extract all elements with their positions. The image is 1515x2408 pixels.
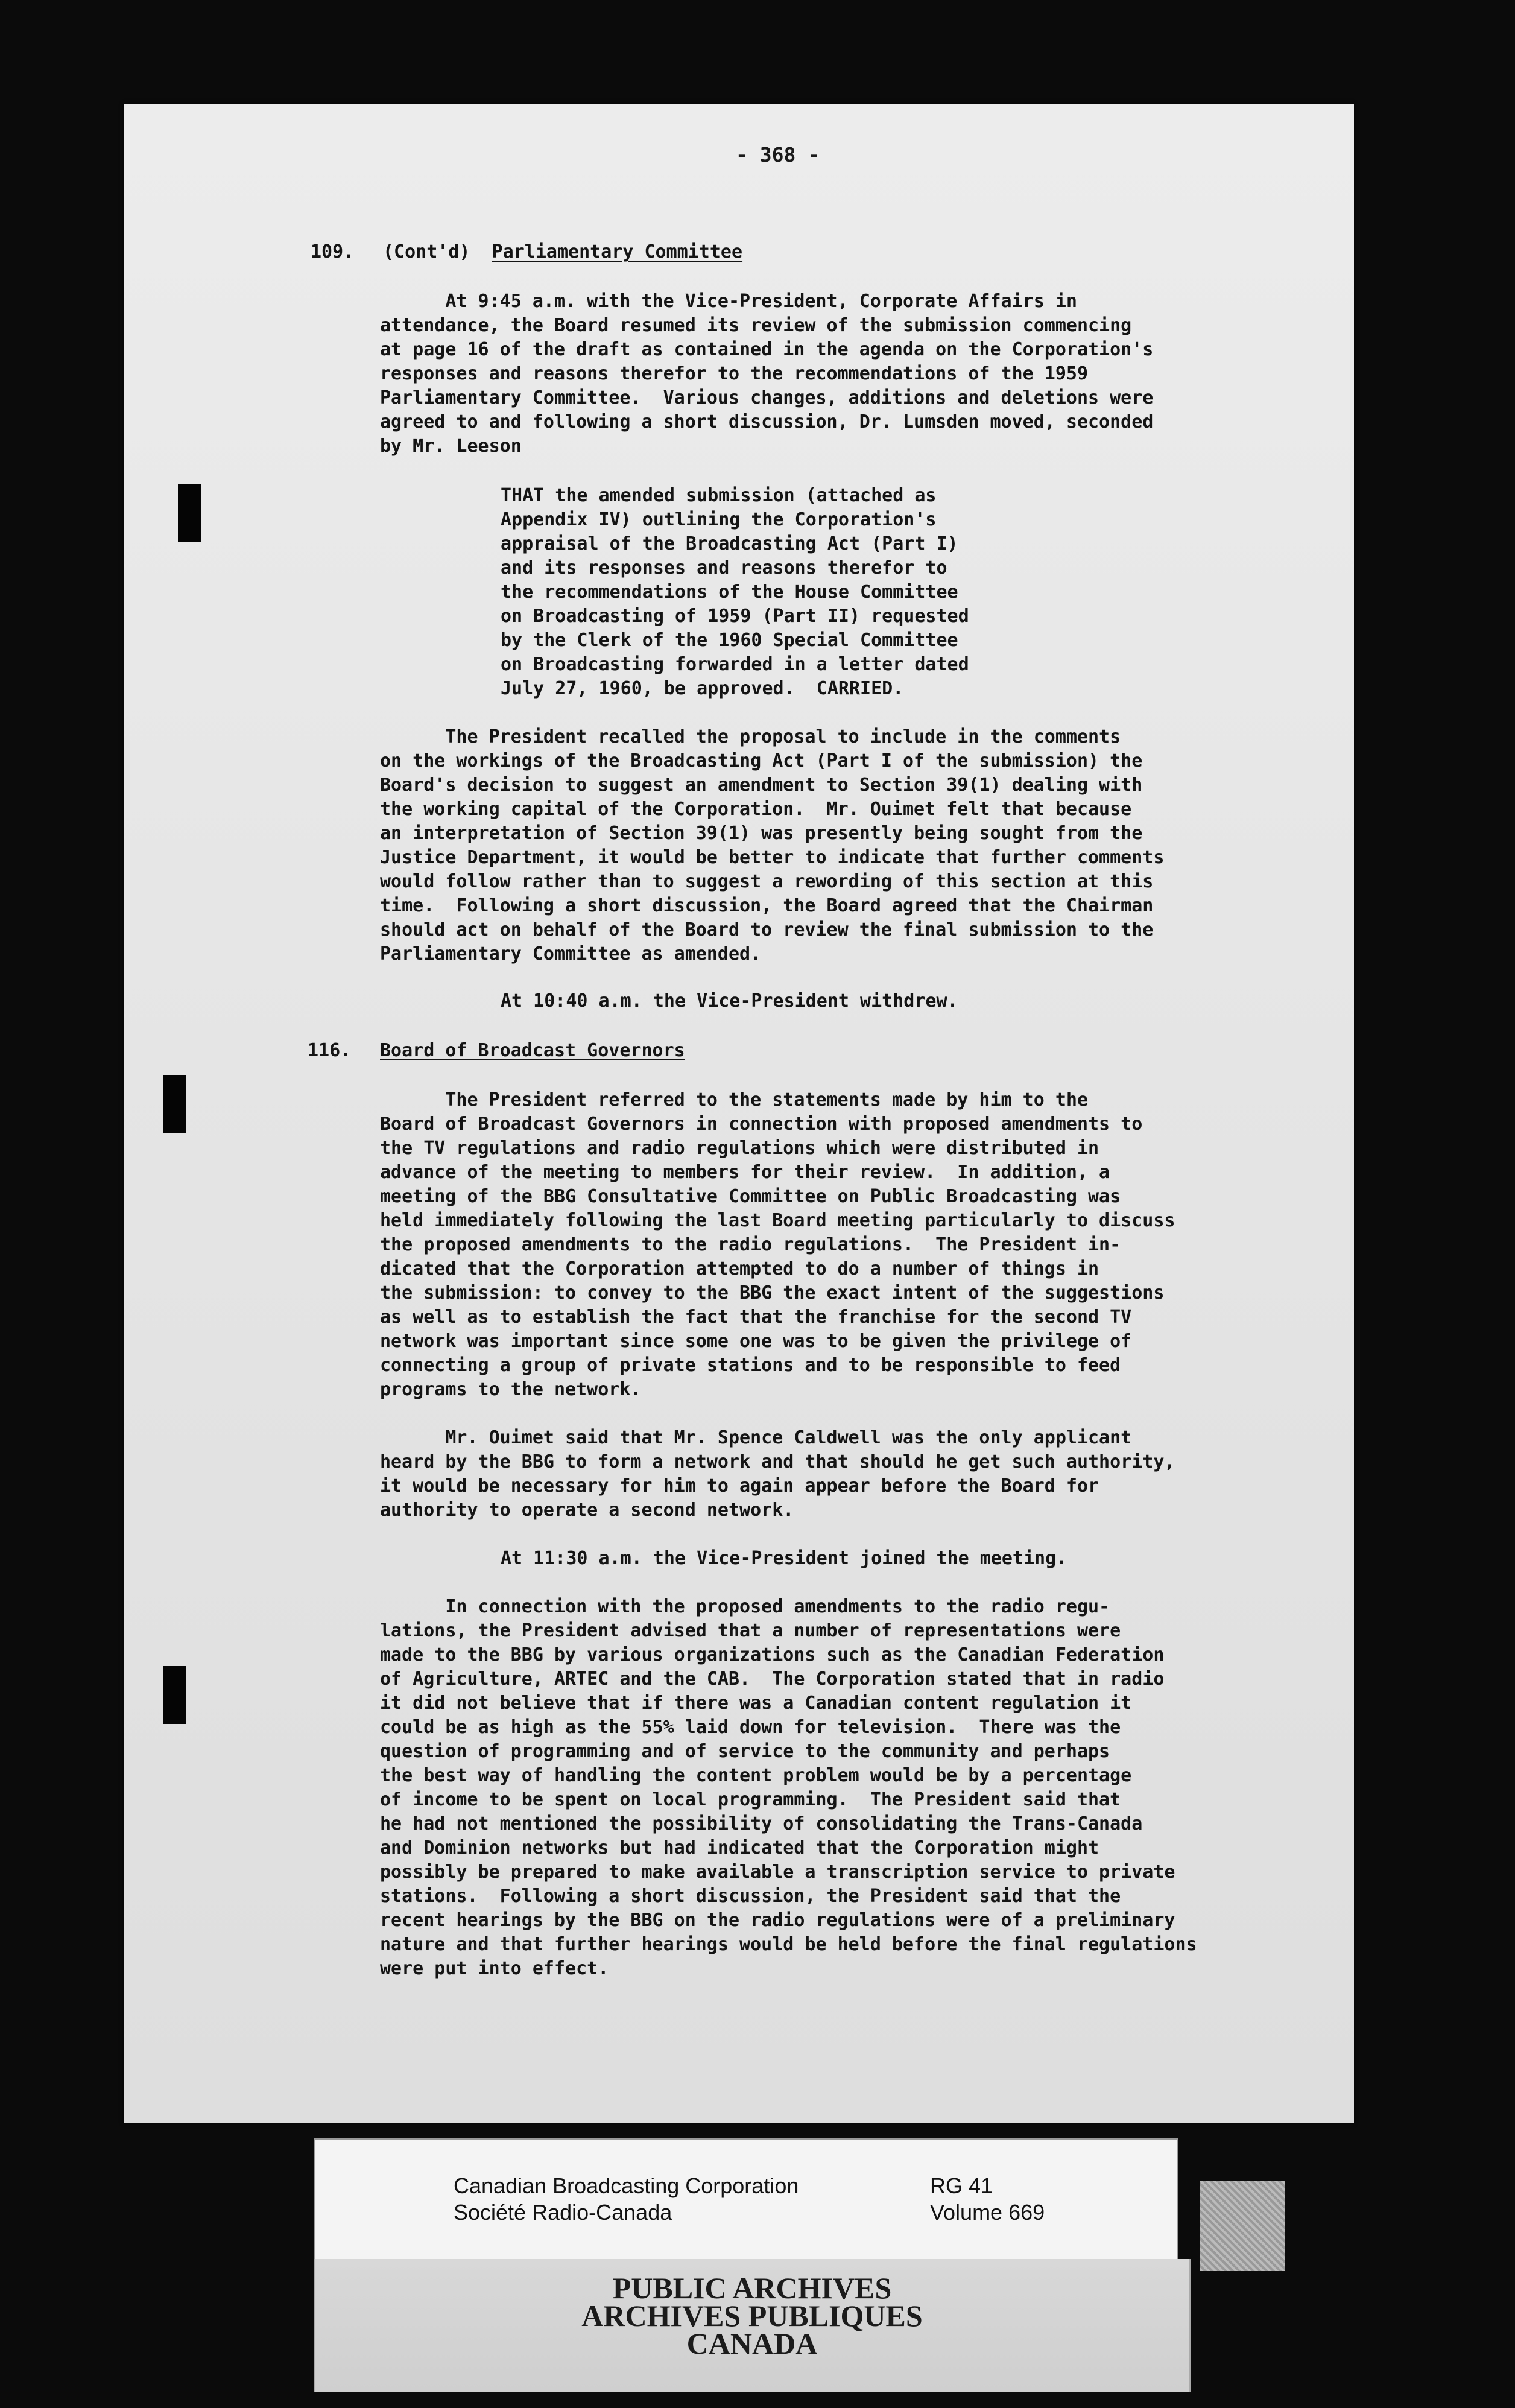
archives-line-1: PUBLIC ARCHIVES (612, 2271, 892, 2305)
text-line: THAT the amended submission (attached as (501, 485, 937, 506)
text-line: Parliamentary Committee as amended. (380, 943, 762, 965)
text-line: lations, the President advised that a number of representations were (380, 1620, 1121, 1641)
archives-line-3: CANADA (686, 2327, 818, 2360)
archive-footer (314, 2138, 1218, 2408)
text-line: made to the BBG by various organizations such as the Canadian Federation (380, 1644, 1165, 1665)
record-group: RG 41 (930, 2173, 993, 2198)
text-line: The President referred to the statements made by him to the (380, 1089, 1088, 1111)
heading-prefix: (Cont'd) (383, 241, 470, 262)
item-heading-109 (383, 241, 742, 262)
text-line: by Mr. Leeson (380, 436, 522, 457)
text-line: nature and that further hearings would be held before the final regulations (380, 1934, 1197, 1955)
text-line: network was important since some one was to be given the privilege of (380, 1331, 1132, 1352)
paragraph-4 (380, 1088, 1175, 1402)
text-line: agreed to and following a short discussion, Dr. Lumsden moved, seconded (380, 411, 1154, 432)
text-line: held immediately following the last Board meeting particularly to discuss (380, 1210, 1175, 1231)
text-line: Justice Department, it would be better to indicate that further comments (380, 847, 1165, 868)
text-line: advance of the meeting to members for their review. In addition, a (380, 1162, 1110, 1183)
text-line: the working capital of the Corporation. Mr. Ouimet felt that because (380, 799, 1132, 820)
text-line: by the Clerk of the 1960 Special Committee (501, 630, 958, 651)
archive-stamp-tile (1200, 2181, 1285, 2271)
text-line: an interpretation of Section 39(1) was presently being sought from the (380, 823, 1143, 844)
text-line: at page 16 of the draft as contained in the agenda on the Corporation's (380, 339, 1154, 360)
text-line: of income to be spent on local programming. The President said that (380, 1789, 1121, 1810)
paragraph-6: At 11:30 a.m. the Vice-President joined the meeting. (501, 1548, 1067, 1569)
text-line: Parliamentary Committee. Various changes, additions and deletions were (380, 387, 1154, 408)
text-line: Board of Broadcast Governors in connection with proposed amendments to (380, 1114, 1143, 1135)
item-number-109: 109. (311, 241, 355, 262)
item-heading-116 (380, 1040, 685, 1061)
text-line: the proposed amendments to the radio regulations. The President in- (380, 1234, 1121, 1255)
text-line: responses and reasons therefor to the recommendations of the 1959 (380, 363, 1088, 384)
text-line: heard by the BBG to form a network and that should he get such authority, (380, 1451, 1175, 1472)
label-reference (930, 2173, 1045, 2226)
org-english: Canadian Broadcasting Corporation (454, 2173, 799, 2198)
text-line: authority to operate a second network. (380, 1500, 794, 1521)
text-line: Board's decision to suggest an amendment to Section 39(1) dealing with (380, 775, 1143, 796)
text-line: were put into effect. (380, 1958, 609, 1979)
text-line: could be as high as the 55% laid down for television. There was the (380, 1717, 1121, 1738)
text-line: it would be necessary for him to again appear before the Board for (380, 1475, 1099, 1497)
paragraph-7 (380, 1595, 1197, 1981)
archive-label-card (314, 2138, 1178, 2261)
margin-mark (163, 1075, 186, 1133)
volume: Volume 669 (930, 2200, 1045, 2225)
paragraph-1 (380, 290, 1153, 458)
text-line: meeting of the BBG Consultative Committee on Public Broadcasting was (380, 1186, 1121, 1207)
text-line: The President recalled the proposal to include in the comments (380, 726, 1121, 747)
label-organization (454, 2173, 799, 2226)
page-number: - 368 - (736, 143, 820, 166)
heading-title: Parliamentary Committee (492, 241, 743, 262)
text-line: recent hearings by the BBG on the radio regulations were of a preliminary (380, 1910, 1175, 1931)
margin-mark (178, 484, 201, 542)
text-line: Mr. Ouimet said that Mr. Spence Caldwell was the only applicant (380, 1427, 1132, 1448)
resolution-text (501, 484, 969, 701)
text-line: on Broadcasting forwarded in a letter dated (501, 654, 969, 675)
text-line: on Broadcasting of 1959 (Part II) requested (501, 606, 969, 627)
text-line: appraisal of the Broadcasting Act (Part I) (501, 533, 958, 554)
text-line: possibly be prepared to make available a transcription service to private (380, 1861, 1175, 1883)
text-line: In connection with the proposed amendments to the radio regu- (380, 1596, 1110, 1617)
document-page (124, 104, 1354, 2123)
paragraph-2 (380, 725, 1164, 966)
text-line: At 9:45 a.m. with the Vice-President, Corporate Affairs in (380, 291, 1077, 312)
text-line: July 27, 1960, be approved. CARRIED. (501, 678, 904, 699)
text-line: of Agriculture, ARTEC and the CAB. The Corporation stated that in radio (380, 1668, 1165, 1690)
text-line: and its responses and reasons therefor to (501, 557, 947, 578)
text-line: he had not mentioned the possibility of consolidating the Trans-Canada (380, 1813, 1143, 1834)
text-line: programs to the network. (380, 1379, 642, 1400)
text-line: Appendix IV) outlining the Corporation's (501, 509, 937, 530)
heading-title: Board of Broadcast Governors (380, 1040, 685, 1061)
text-line: and Dominion networks but had indicated that the Corporation might (380, 1837, 1099, 1858)
archives-stamp-band (314, 2259, 1191, 2392)
archives-line-2: ARCHIVES PUBLIQUES (581, 2299, 923, 2333)
text-line: time. Following a short discussion, the Board agreed that the Chairman (380, 895, 1154, 916)
org-french: Société Radio-Canada (454, 2200, 672, 2225)
text-line: attendance, the Board resumed its review of the submission commencing (380, 315, 1132, 336)
text-line: as well as to establish the fact that the franchise for the second TV (380, 1307, 1132, 1328)
text-line: the submission: to convey to the BBG the exact intent of the suggestions (380, 1282, 1165, 1304)
paragraph-3: At 10:40 a.m. the Vice-President withdrew. (501, 990, 958, 1012)
item-number-116: 116. (308, 1040, 352, 1061)
text-line: the recommendations of the House Committee (501, 581, 958, 603)
margin-mark (163, 1666, 186, 1724)
text-line: on the workings of the Broadcasting Act (Part I of the submission) the (380, 750, 1143, 772)
text-line: question of programming and of service to the community and perhaps (380, 1741, 1110, 1762)
text-line: the best way of handling the content problem would be by a percentage (380, 1765, 1132, 1786)
text-line: connecting a group of private stations and to be responsible to feed (380, 1355, 1121, 1376)
text-line: dicated that the Corporation attempted to do a number of things in (380, 1258, 1099, 1279)
paragraph-5 (380, 1426, 1175, 1522)
text-line: should act on behalf of the Board to review the final submission to the (380, 919, 1154, 940)
text-line: would follow rather than to suggest a rewording of this section at this (380, 871, 1154, 892)
text-line: it did not believe that if there was a Canadian content regulation it (380, 1693, 1132, 1714)
text-line: stations. Following a short discussion, the President said that the (380, 1886, 1121, 1907)
text-line: the TV regulations and radio regulations which were distributed in (380, 1138, 1099, 1159)
